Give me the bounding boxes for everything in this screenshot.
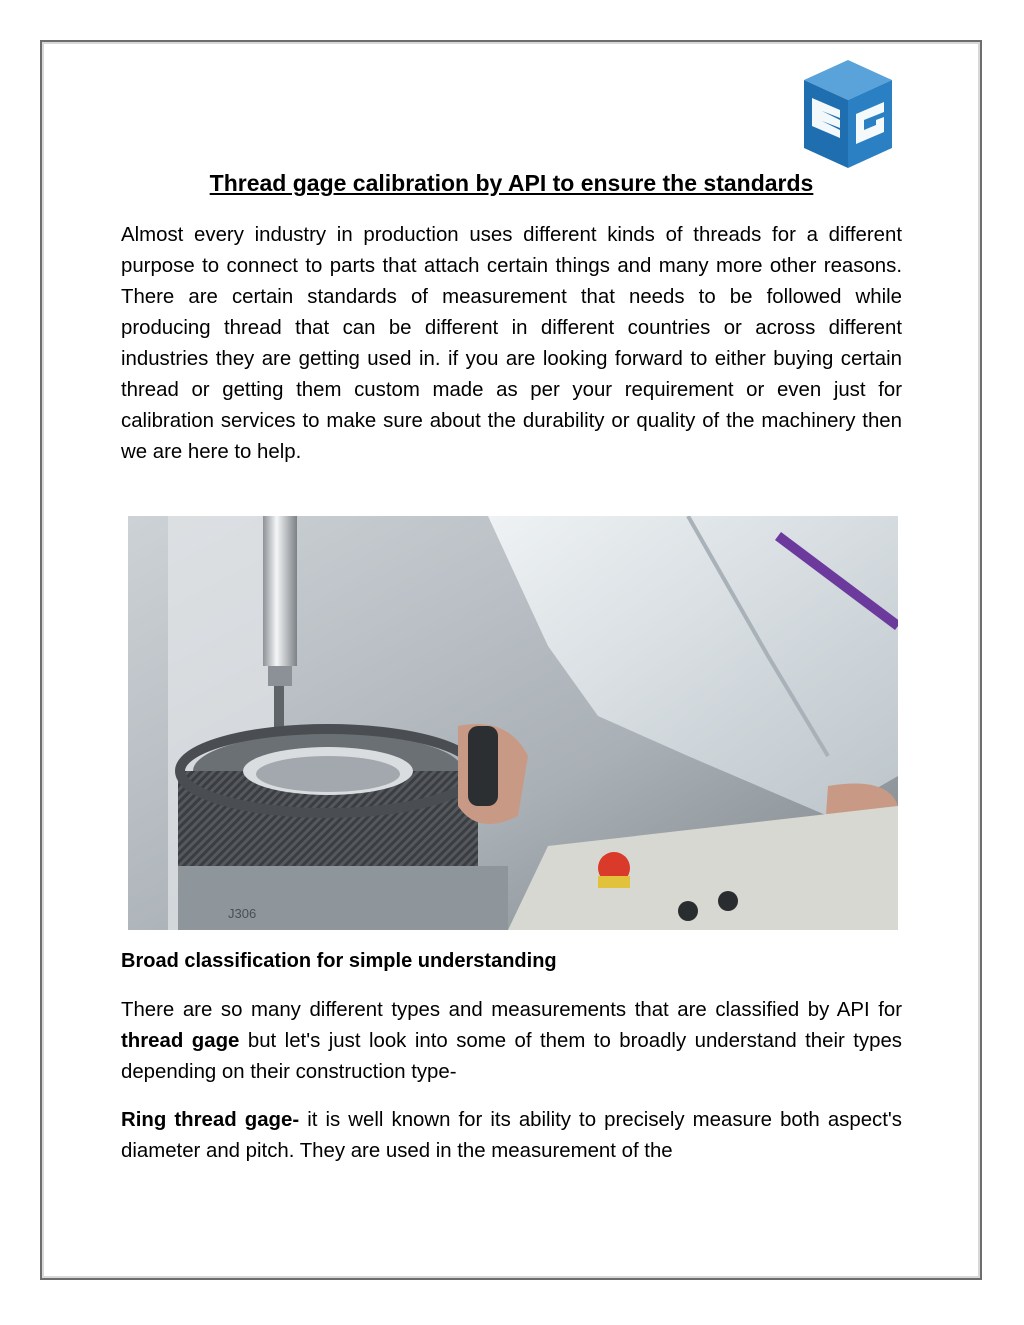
company-logo bbox=[800, 58, 896, 170]
ring-gage-paragraph bbox=[121, 1105, 902, 1167]
page-title: Thread gage calibration by API to ensure the standards bbox=[209, 170, 814, 196]
classification-paragraph bbox=[121, 995, 902, 1088]
section-heading: Broad classification for simple understanding bbox=[121, 950, 557, 972]
classification-text-end: but let's just look into some of them to broadly understand their types depending on their construction type- bbox=[121, 1030, 902, 1083]
ring-label: J306 bbox=[228, 906, 257, 921]
classification-text-start: There are so many different types and measurements that are classified by API for bbox=[121, 999, 902, 1021]
ring-gage-text: it is well known for its ability to precisely measure both aspect's diameter and pitch. They are used in the measurement of the bbox=[121, 1109, 902, 1162]
intro-paragraph: Almost every industry in production uses different kinds of threads for a different purpose to connect to parts that attach certain things and many more other reasons. There are certain standards of measurement that needs to be followed while producing thread that can be different in different countries or across different industries they are getting used in. if you are looking forward to either buying certain thread or getting them custom made as per your requirement or even just for calibration services to make sure about the durability or quality of the machinery then we are here to help. bbox=[121, 224, 902, 463]
ring-gage-term: Ring thread gage- bbox=[121, 1109, 300, 1131]
thread-gage-term: thread gage bbox=[121, 1030, 240, 1052]
calibration-photo bbox=[128, 516, 898, 930]
